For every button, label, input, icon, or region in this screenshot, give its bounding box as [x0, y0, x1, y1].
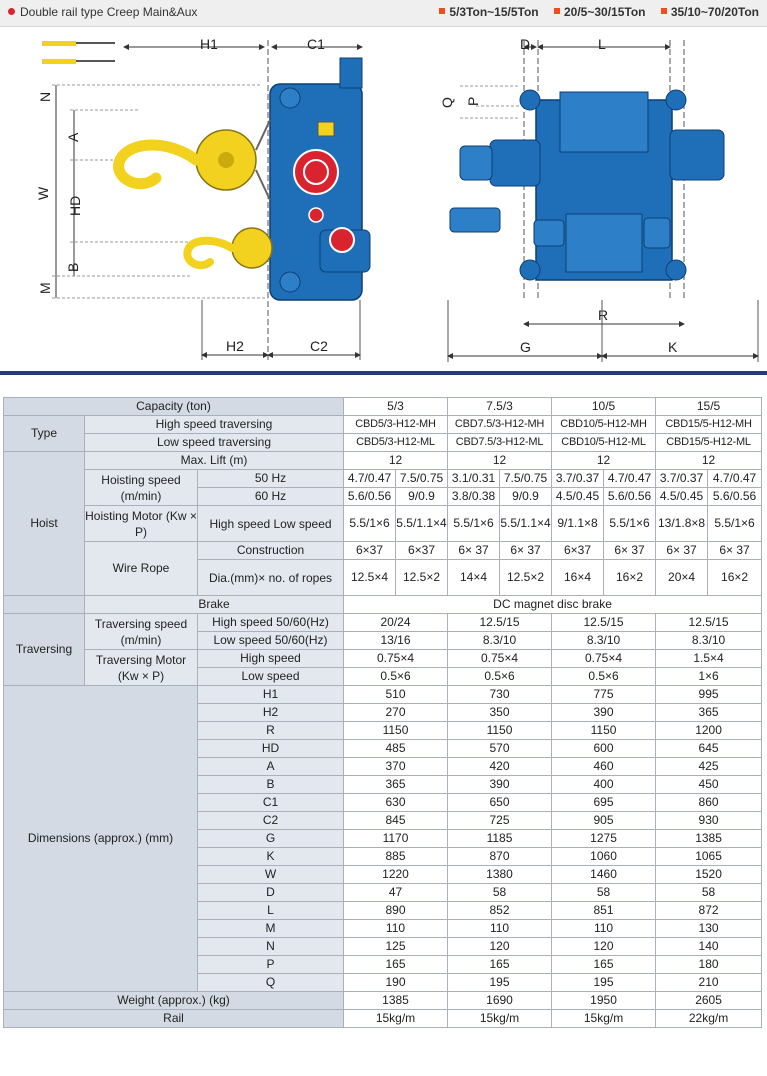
bullet-icon: [8, 8, 15, 15]
dim-label-a: A: [65, 132, 81, 142]
table-row: K 885 870 1060 1065: [4, 848, 762, 866]
table-row: Capacity (ton) 5/3 7.5/3 10/5 15/5: [4, 398, 762, 416]
limit-switch: [318, 122, 334, 136]
table-row: C1 630 650 695 860: [4, 794, 762, 812]
dim-label-w: W: [35, 186, 51, 200]
dim-label-b: B: [65, 262, 81, 272]
table-row: W 1220 1380 1460 1520: [4, 866, 762, 884]
type-label: Type: [4, 416, 85, 452]
dim-label-n: N: [37, 91, 53, 102]
table-row: Brake DC magnet disc brake: [4, 596, 762, 614]
front-view: [439, 36, 758, 362]
table-row: C2 845 725 905 930: [4, 812, 762, 830]
dim-label-q: Q: [439, 97, 455, 108]
table-row: Hoisting speed (m/min) 50 Hz 4.7/0.47 7.5/0.75 3.1/0.31 7.5/0.75 3.7/0.37 4.7/0.47 3.7/0.37 4.7/0.47: [4, 470, 762, 488]
dim-label-h1: H1: [200, 36, 218, 52]
aux-hook-icon: [187, 241, 232, 265]
table-row: D 47 58 58 58: [4, 884, 762, 902]
traversing-label: Traversing: [4, 614, 85, 686]
table-row: G 1170 1185 1275 1385: [4, 830, 762, 848]
range-item[interactable]: 5/3Ton~15/5Ton: [439, 5, 538, 19]
dim-label-g: G: [520, 339, 531, 355]
table-row: H2 270 350 390 365: [4, 704, 762, 722]
table-row: HD 485 570 600 645: [4, 740, 762, 758]
table-row: B 365 390 400 450: [4, 776, 762, 794]
dim-label-h2: H2: [226, 338, 244, 354]
spec-table: Capacity (ton) 5/3 7.5/3 10/5 15/5 Type High speed traversing CBD5/3-H12-MH CBD7.5/3-H12-MH CBD10/5-H12-MH CBD15/5-H12-MH Low speed traversing CBD5/3-H12-ML CBD7.5/3-H12-ML CBD10/5-H12-ML CBD15/5-H12-ML Hoist Max. Lift (m) 12 12 12 12 Hoisting speed (m/min) 50 Hz 4.7/0.47 7.5/0.75 3.1/0.31 7.5/0.75 3.7/0.37 4.7/0.47 3.7/0.37 4.7/0.47 60 Hz 5.6/0.56 9/0.9 3.8/0.38 9/0.9 4.5/0.45 5.6/0.56 4.5/0.45 5.6/0.56 Hoisting Motor (Kw × P) High speed Low speed 5.5/1×6 5.5/1.1×4 5.5/1×6 5.5/1.1×4 9/1.1×8 5.5/1×6 13/1.8×8 5.5/1×6 Wire Rope Construction 6×37 6×37 6× 37 6× 37 6×37 6× 37 6× 37 6× 37 Dia.(mm)× no. of ropes 12.5×4 12.5×2 14×4 12.5×2 16×4 16×2 20×4 16×2 Brake DC magnet disc brake Traversing Traversing speed (m/min) High speed 50/60(Hz) 20/24 12.5/15 12.5/15 12.5/15 Low speed 50/60(Hz) 13/16 8.3/10 8.3/10 8.3/10 Traversing Motor (Kw × P) High speed 0.75×4 0.75×4 0.75×4 1.5×4 Low speed 0.5×6 0.5×6 0.5×6 1×6 Dimensions (approx.) (mm) H1 510 730 775 995 H2 270 350 390 365 R 1150 1150 1150 1200 HD 485 570 600 645 A 370 420 460 425 B 365 390 400 450 C1 630 650 695 860 C2 845 725 905 930 G 1170 1185 1275 1385 K 885 870 1060 1065 W 1220 1380 1460 1520 D 47 58 58 58 L 890 852 851 872 M 110 110 110 130 N 125 120 120 140 P 165 165 165 180 Q 190 195 195 210 Weight (approx.) (kg) 1385 1690 1950 2605 Rail 15kg/m 15kg/m 15kg/m 22kg/m: [3, 397, 762, 1028]
capacity-ranges: [427, 5, 759, 19]
table-row: Low speed 0.5×6 0.5×6 0.5×6 1×6: [4, 668, 762, 686]
table-row: L 890 852 851 872: [4, 902, 762, 920]
range-item[interactable]: 35/10~70/20Ton: [661, 5, 759, 19]
table-row: 60 Hz 5.6/0.56 9/0.9 3.8/0.38 9/0.9 4.5/0.45 5.6/0.56 4.5/0.45 5.6/0.56: [4, 488, 762, 506]
square-bullet-icon: [439, 8, 445, 14]
dim-label-d: D: [520, 36, 531, 52]
table-row: Type High speed traversing CBD5/3-H12-MH CBD7.5/3-H12-MH CBD10/5-H12-MH CBD15/5-H12-MH: [4, 416, 762, 434]
table-row: Dimensions (approx.) (mm) H1 510 730 775 995: [4, 686, 762, 704]
table-row: M 110 110 110 130: [4, 920, 762, 938]
rail-icon: [42, 59, 76, 64]
table-row: R 1150 1150 1150 1200: [4, 722, 762, 740]
table-row: Low speed traversing CBD5/3-H12-ML CBD7.5/3-H12-ML CBD10/5-H12-ML CBD15/5-H12-ML: [4, 434, 762, 452]
rail-icon: [42, 41, 76, 46]
table-row: Traversing Traversing speed (m/min) High speed 50/60(Hz) 20/24 12.5/15 12.5/15 12.5/15: [4, 614, 762, 632]
table-row: Traversing Motor (Kw × P) High speed 0.75×4 0.75×4 0.75×4 1.5×4: [4, 650, 762, 668]
dim-label-r: R: [598, 307, 609, 323]
page-title: Double rail type Creep Main&Aux: [8, 5, 197, 19]
hoist-drawing: [0, 26, 767, 370]
hoist-label: Hoist: [4, 452, 85, 596]
square-bullet-icon: [554, 8, 560, 14]
table-row: Weight (approx.) (kg) 1385 1690 1950 2605: [4, 992, 762, 1010]
table-row: Q 190 195 195 210: [4, 974, 762, 992]
table-row: Hoist Max. Lift (m) 12 12 12 12: [4, 452, 762, 470]
dimensions-label: Dimensions (approx.) (mm): [4, 686, 198, 992]
dim-label-k: K: [668, 339, 678, 355]
aux-hook-sheave: [232, 228, 272, 268]
brand-logo: [294, 150, 338, 194]
section-divider: [0, 371, 767, 375]
table-row: Wire Rope Construction 6×37 6×37 6× 37 6× 37 6×37 6× 37 6× 37 6× 37: [4, 542, 762, 560]
brand-logo-small: [330, 228, 354, 252]
range-item[interactable]: 20/5~30/15Ton: [554, 5, 646, 19]
table-row: A 370 420 460 425: [4, 758, 762, 776]
capacity-label: Capacity (ton): [4, 398, 344, 416]
dim-label-c2: C2: [310, 338, 328, 354]
table-row: N 125 120 120 140: [4, 938, 762, 956]
header-bar: [0, 0, 767, 27]
table-row: P 165 165 165 180: [4, 956, 762, 974]
side-view: [35, 36, 370, 360]
dim-label-c1: C1: [307, 36, 325, 52]
main-hook-icon: [119, 145, 196, 184]
dim-label-l: L: [598, 36, 606, 52]
dim-label-hd: HD: [67, 195, 83, 216]
table-row: Rail 15kg/m 15kg/m 15kg/m 22kg/m: [4, 1010, 762, 1028]
dim-label-p: P: [465, 96, 481, 106]
dim-label-m: M: [37, 282, 53, 294]
square-bullet-icon: [661, 8, 667, 14]
table-row: Low speed 50/60(Hz) 13/16 8.3/10 8.3/10 8.3/10: [4, 632, 762, 650]
